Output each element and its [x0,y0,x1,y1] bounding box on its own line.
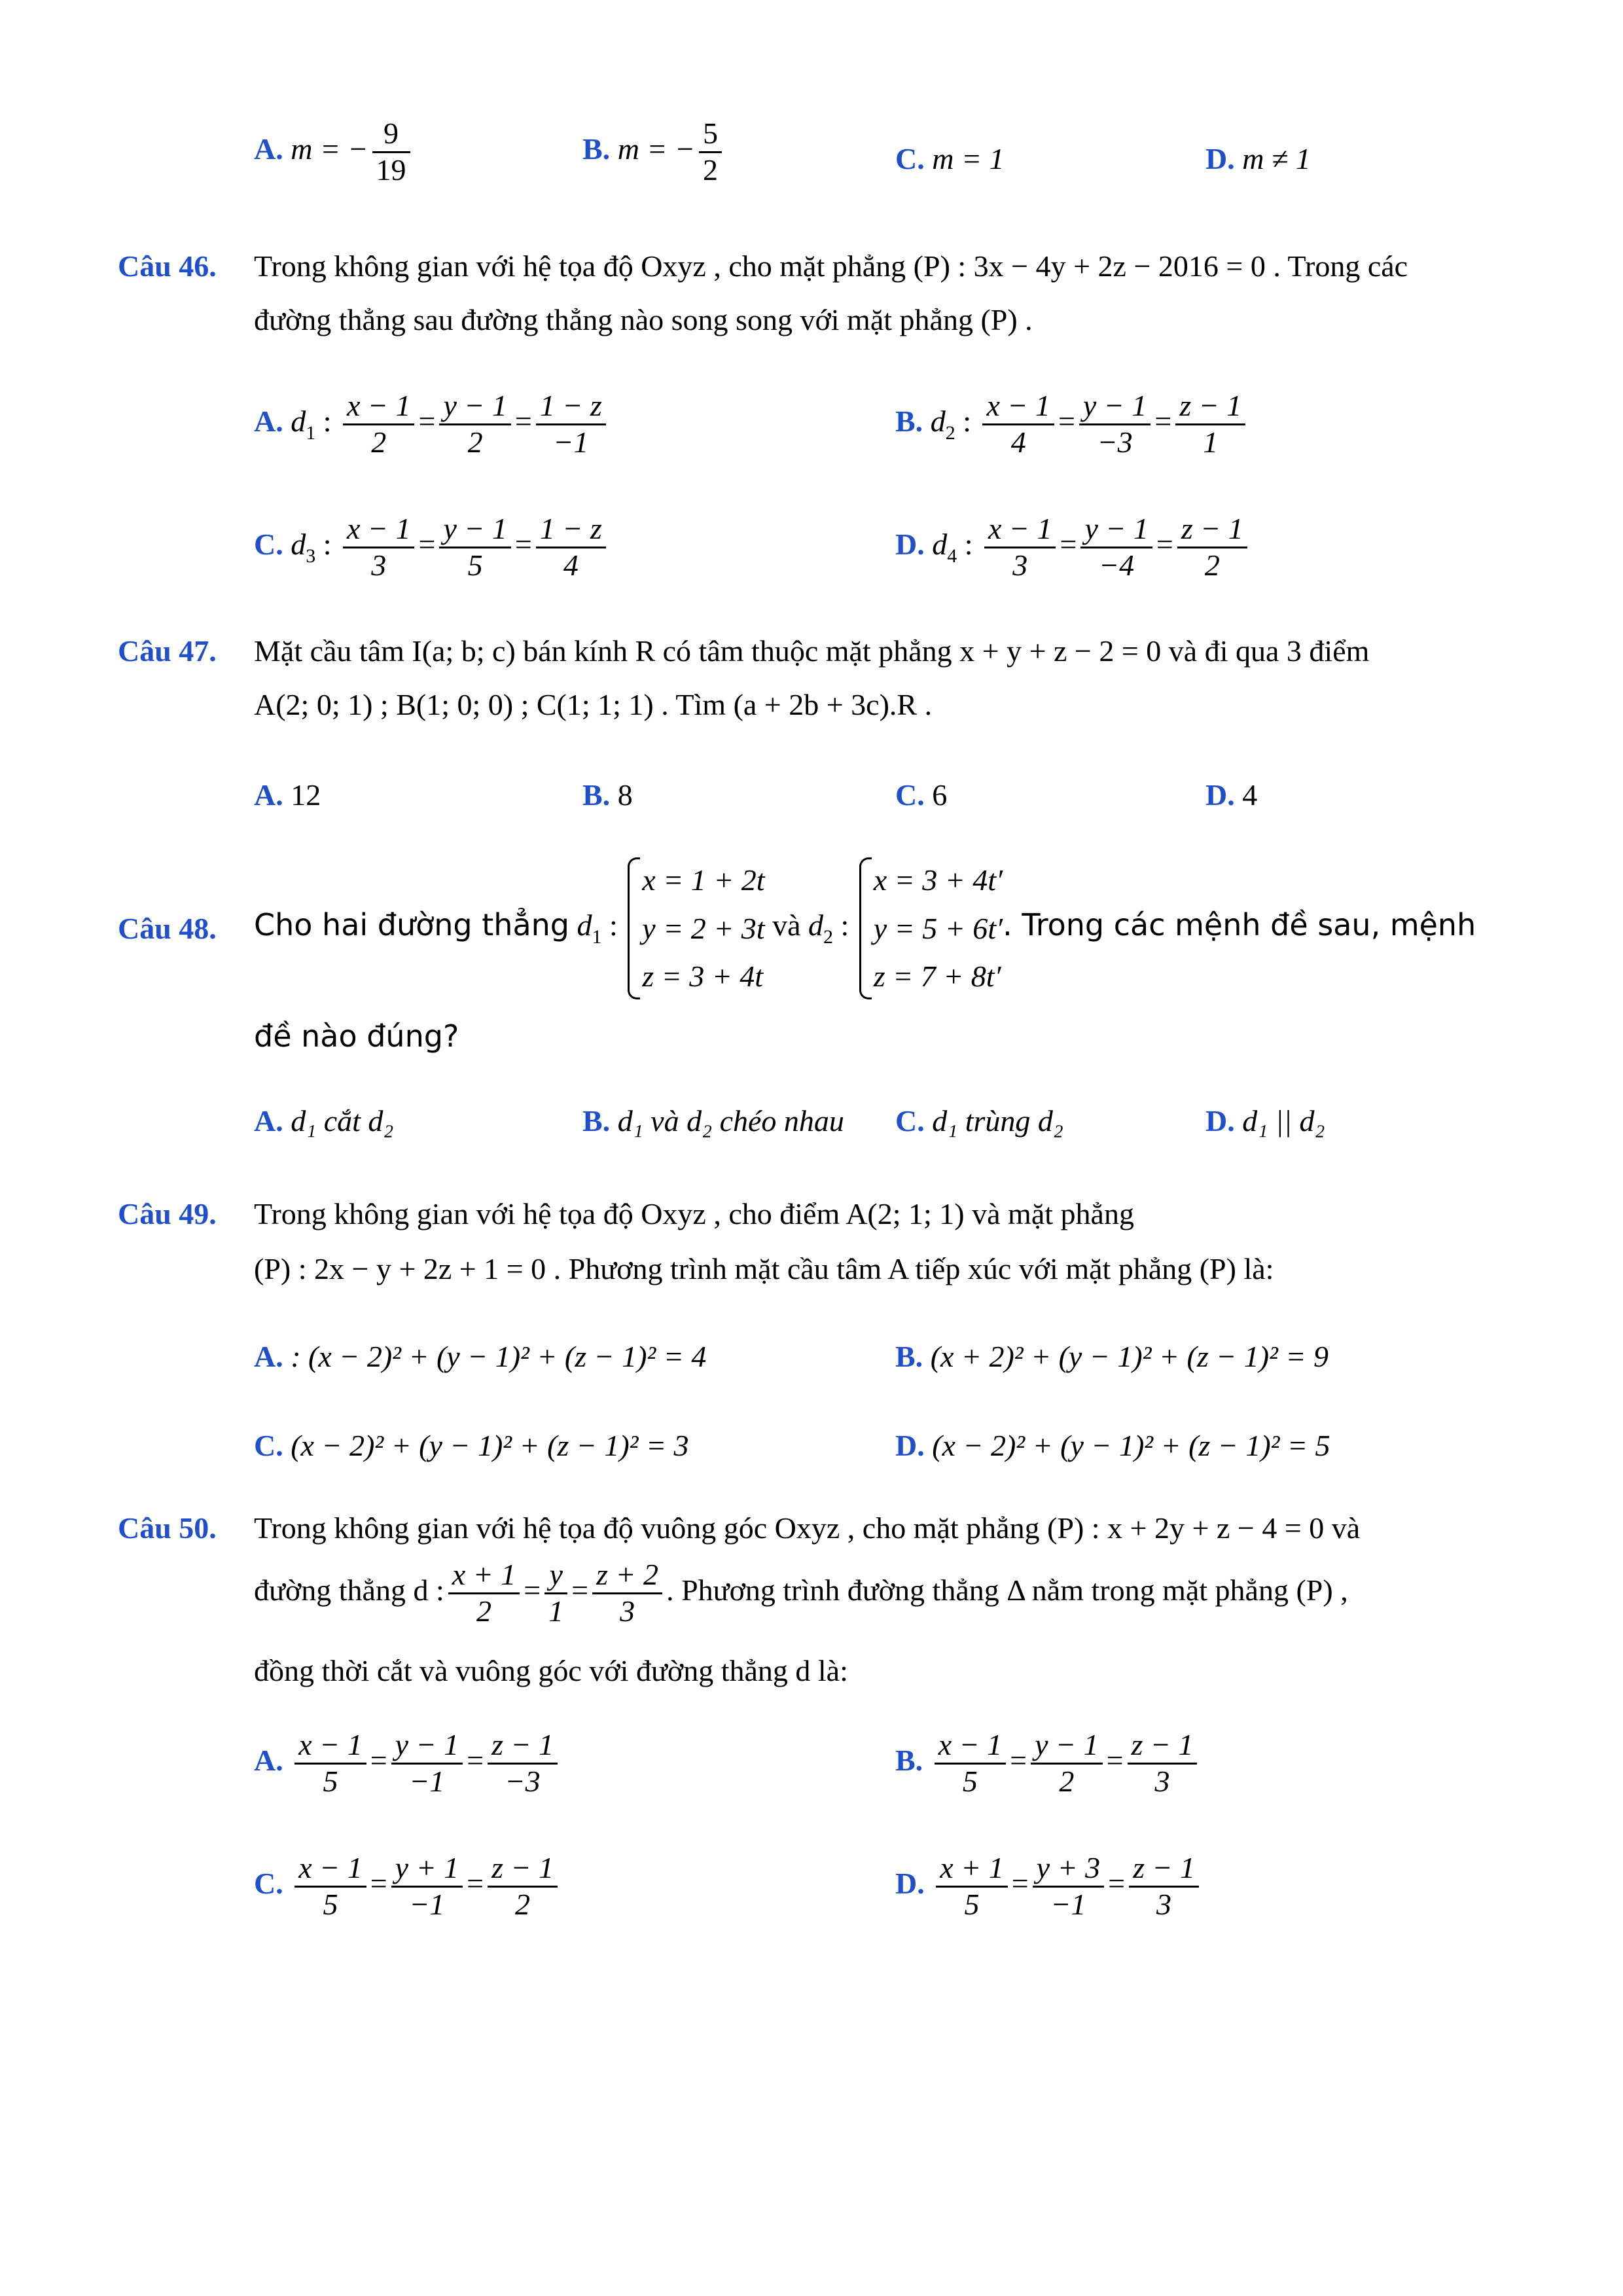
question-text-line2: đường thẳng d : $\frac{x + 1}{2}$ = $\frac{y}{1}$ = $\frac{z + 2}{3}$ . Phương trình đường thẳng Δ nằm trong mặt phẳng (P) , [254,1558,1348,1628]
option-a[interactable] [254,1342,706,1372]
prev-option-d[interactable] [1205,144,1311,174]
option-label: A. [254,1743,283,1777]
option-d[interactable] [1205,780,1257,810]
option-d[interactable]: D. $\frac{x + 1}{5}$ = $\frac{y + 3}{-1}$ = $\frac{z - 1}{3}$ [895,1851,1203,1922]
fraction: $\frac{5}{2}$ [699,117,722,188]
option-b[interactable]: B. $d_2$ : $\frac{x - 1}{4}$ = $\frac{y - 1}{-3}$ = $\frac{z - 1}{1}$ [895,389,1249,460]
equation-system-d1: x = 1 + 2t y = 2 + 3t z = 3 + 4t [625,856,764,1001]
option-label: C. [254,527,283,561]
option-c[interactable]: C. $\frac{x - 1}{5}$ = $\frac{y + 1}{-1}$ = $\frac{z - 1}{2}$ [254,1851,562,1922]
question-number: Câu 48. [118,912,217,945]
option-text: d₁ cắt d₂ [291,1104,394,1138]
option-text: m = − [617,132,695,166]
option-label: B. [582,1104,611,1138]
question-number: Câu 49. [118,1197,217,1230]
option-label: C. [895,1104,925,1138]
question-text: đề nào đúng? [254,1018,459,1054]
option-label: D. [1205,142,1235,175]
option-text: d₁ và d₂ chéo nhau [617,1104,844,1138]
fraction: $\frac{9}{19}$ [372,117,410,188]
option-text: m = 1 [932,142,1005,175]
option-text: (x − 2)² + (y − 1)² + (z − 1)² = 3 [291,1429,689,1462]
option-label: D. [1205,778,1235,812]
option-label: A. [254,1104,283,1138]
option-text: 4 [1242,778,1258,812]
option-label: D. [895,1429,925,1462]
option-label: C. [895,778,925,812]
option-c[interactable] [254,1431,689,1461]
option-text: 12 [291,778,321,812]
option-label: A. [254,404,283,438]
equation-system-d2: x = 3 + 4t′ y = 5 + 6t′ z = 7 + 8t′ [857,856,1003,1001]
option-text: 6 [932,778,948,812]
option-b[interactable] [582,780,633,810]
option-label: B. [582,132,611,166]
option-label: D. [895,1866,925,1900]
option-label: B. [582,778,611,812]
option-label: B. [895,1340,923,1373]
question-text: Trong không gian với hệ tọa độ vuông góc Oxyz , cho mặt phẳng (P) : x + 2y + z − 4 = 0 và [254,1511,1361,1545]
option-a[interactable] [254,1106,393,1136]
option-c[interactable] [895,780,947,810]
option-a[interactable]: A. $d_1$ : $\frac{x - 1}{2}$ = $\frac{y - 1}{2}$ = $\frac{1 - z}{-1}$ [254,389,610,460]
option-b[interactable] [582,1106,844,1136]
question-text: (P) : 2x − y + 2z + 1 = 0 . Phương trình mặt cầu tâm A tiếp xúc với mặt phẳng (P) là: [254,1252,1274,1285]
option-text: : (x − 2)² + (y − 1)² + (z − 1)² = 4 [291,1340,707,1373]
question-text: A(2; 0; 1) ; B(1; 0; 0) ; C(1; 1; 1) . Tìm (a + 2b + 3c).R . [254,688,933,721]
option-label: D. [1205,1104,1235,1138]
option-label: C. [254,1866,283,1900]
option-label: A. [254,132,283,166]
option-label: B. [895,1743,923,1777]
option-text: m ≠ 1 [1242,142,1311,175]
question-text: Trong không gian với hệ tọa độ Oxyz , cho điểm A(2; 1; 1) và mặt phẳng [254,1197,1134,1230]
question-text: Mặt cầu tâm I(a; b; c) bán kính R có tâm thuộc mặt phẳng x + y + z − 2 = 0 và đi qua 3 điểm [254,634,1370,668]
option-d[interactable] [895,1431,1330,1461]
option-c[interactable]: C. $d_3$ : $\frac{x - 1}{3}$ = $\frac{y - 1}{5}$ = $\frac{1 - z}{4}$ [254,512,610,583]
option-text: d₁ trùng d₂ [932,1104,1063,1138]
question-text: đồng thời cắt và vuông góc với đường thẳng d là: [254,1654,848,1687]
option-label: D. [895,527,925,561]
option-text: m = − [291,132,368,166]
question-number: Câu 47. [118,634,217,668]
question-number: Câu 46. [118,249,217,283]
option-text: 8 [617,778,633,812]
option-b[interactable] [895,1342,1329,1372]
option-a[interactable] [254,780,321,810]
option-b[interactable]: B. $\frac{x - 1}{5}$ = $\frac{y - 1}{2}$ = $\frac{z - 1}{3}$ [895,1728,1201,1799]
option-label: C. [254,1429,283,1462]
option-label: C. [895,142,925,175]
prev-option-b[interactable] [582,117,726,188]
question-text-with-systems: Cho hai đường thẳng $d_1$ : x = 1 + 2t y = 2 + 3t z = 3 + 4t và $d_2$ : x = 3 + 4t′ y = 5 + 6t′ z = 7 + 8t′ . Trong các mệnh đề sau, mệnh [254,856,1476,1001]
option-label: A. [254,778,283,812]
question-number: Câu 50. [118,1511,217,1545]
option-label: B. [895,404,923,438]
option-a[interactable]: A. $\frac{x - 1}{5}$ = $\frac{y - 1}{-1}$ = $\frac{z - 1}{-3}$ [254,1728,562,1799]
prev-option-a[interactable] [254,117,414,188]
option-label: A. [254,1340,283,1373]
question-text: Trong không gian với hệ tọa độ Oxyz , cho mặt phẳng (P) : 3x − 4y + 2z − 2016 = 0 . Trong các [254,249,1408,283]
option-d[interactable]: D. $d_4$ : $\frac{x - 1}{3}$ = $\frac{y - 1}{-4}$ = $\frac{z - 1}{2}$ [895,512,1251,583]
option-d[interactable] [1205,1106,1325,1136]
option-text: (x + 2)² + (y − 1)² + (z − 1)² = 9 [930,1340,1329,1373]
question-text: đường thẳng sau đường thẳng nào song song với mặt phẳng (P) . [254,303,1033,336]
prev-option-c[interactable] [895,144,1005,174]
option-c[interactable] [895,1106,1063,1136]
option-text: (x − 2)² + (y − 1)² + (z − 1)² = 5 [932,1429,1330,1462]
option-text: d₁ || d₂ [1242,1104,1325,1138]
